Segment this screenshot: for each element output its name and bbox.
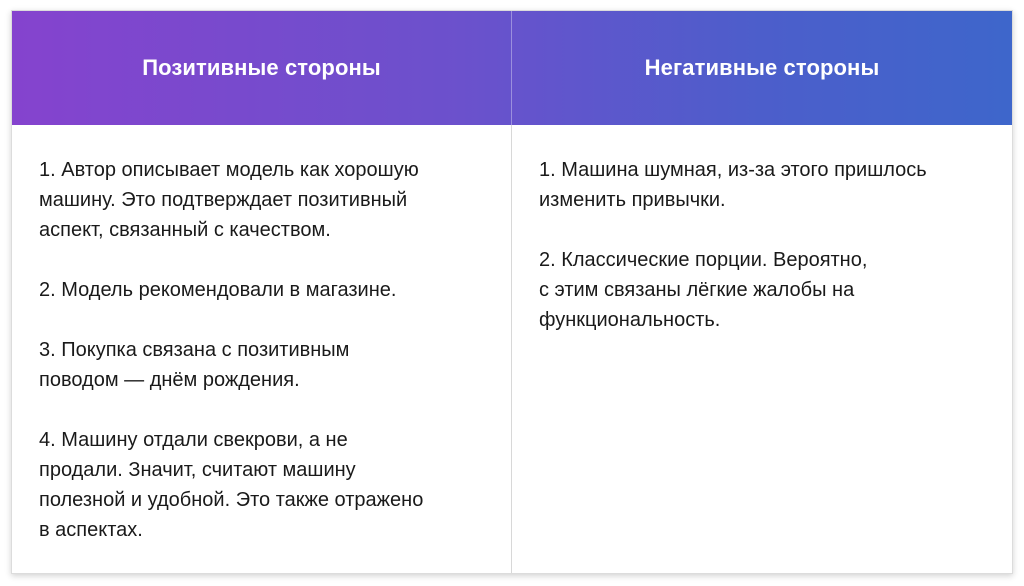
- negative-column: [512, 125, 1012, 574]
- negative-item: 1. Машина шумная, из-за этого пришлось изменить привычки.: [539, 159, 927, 211]
- comparison-table: [11, 10, 1013, 574]
- table-body: [12, 125, 1012, 574]
- positive-item: 2. Модель рекомендовали в магазине.: [39, 279, 397, 301]
- header-positive: Позитивные стороны: [12, 11, 512, 125]
- positive-item: 3. Покупка связана с позитивным поводом — днём рождения.: [39, 339, 350, 391]
- positive-column: [12, 125, 512, 574]
- positive-item: 1. Автор описывает модель как хорошую машину. Это подтверждает позитивный аспект, связанный с качеством.: [39, 159, 419, 241]
- negative-item: 2. Классические порции. Вероятно, с этим связаны лёгкие жалобы на функциональность.: [539, 249, 868, 331]
- table-header: [12, 11, 1012, 125]
- positive-item: 4. Машину отдали свекрови, а не продали. Значит, считают машину полезной и удобной. Это также отражено в аспектах.: [39, 429, 424, 541]
- header-negative: Негативные стороны: [644, 55, 880, 80]
